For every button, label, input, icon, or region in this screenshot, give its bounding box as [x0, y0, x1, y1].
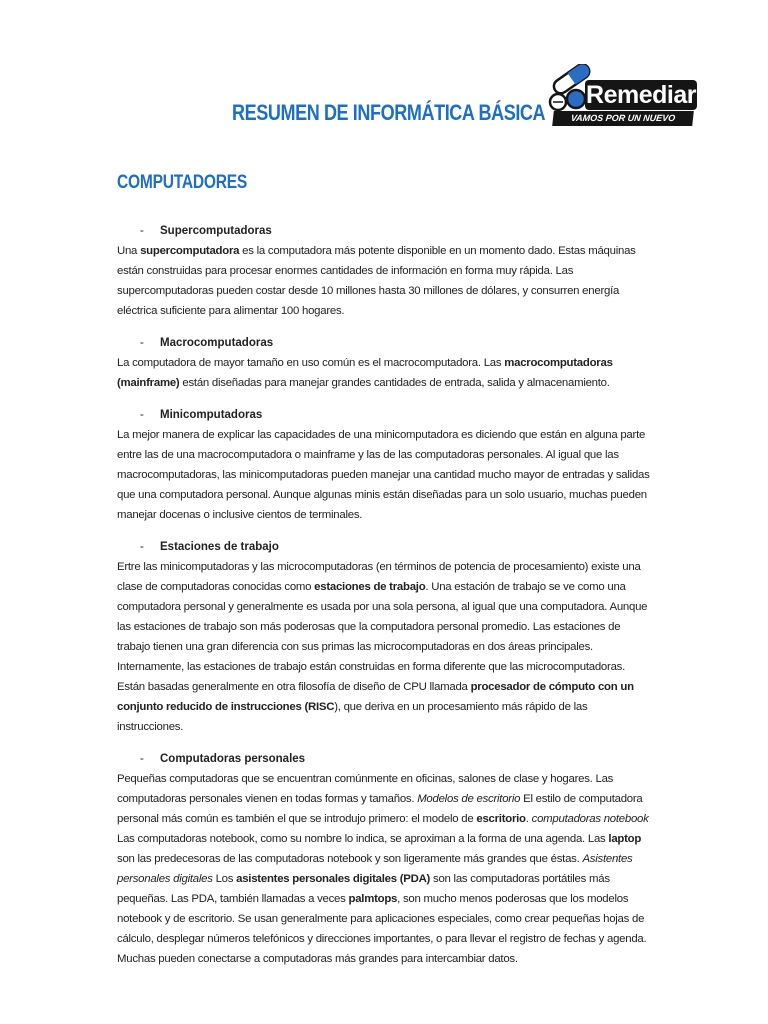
item-heading: [117, 405, 652, 425]
bullet-dash: -: [140, 337, 144, 349]
heading-text: Macrocomputadoras: [160, 337, 274, 349]
document-body: [117, 221, 652, 981]
text-run: son las predecesoras de las computadoras notebook y son ligeramente más grandes que éstas.: [117, 853, 583, 865]
italic-term: Modelos de escritorio: [417, 793, 521, 805]
item-estaciones-de-trabajo: [117, 537, 652, 737]
bold-term: procesador de cómputo con un conjunto reducido de instrucciones (RISC: [117, 681, 634, 713]
item-paragraph: [117, 425, 652, 525]
logo-tagline: VAMOS POR UN NUEVO CENTRO!: [552, 111, 694, 126]
text-run: son las computadoras portátiles más pequeñas. Las PDA, también llamadas a veces: [117, 873, 610, 905]
bold-term: escritorio: [476, 813, 526, 825]
item-computadoras-personales: [117, 749, 652, 969]
text-run: . Una estación de trabajo se ve como una computadora personal y generalmente es usada por una sola persona, al igual que una computadora. Aunque las estaciones de trabajo son más poderosas que la computadora personal promedio. Las estaciones de trabajo tienen una gran diferencia con sus primas las microcomputadoras en dos áreas principales. Internamente, las estaciones de trabajo están construidas en forma diferente que las microcomputadoras. Están basadas generalmente en otra filosofía de diseño de CPU llamada: [117, 581, 648, 693]
text-run: están diseñadas para manejar grandes cantidades de entrada, salida y almacenamiento.: [179, 377, 610, 389]
text-run: Los: [212, 873, 237, 885]
document-title: RESUMEN DE INFORMÁTICA BÁSICA: [232, 100, 546, 125]
bold-term: estaciones de trabajo: [314, 581, 426, 593]
heading-text: Supercomputadoras: [160, 225, 272, 237]
text-run: El estilo de computadora personal más común es también el que se introdujo primero: el modelo de: [117, 793, 643, 825]
item-supercomputadoras: [117, 221, 652, 321]
bold-term: palmtops: [348, 893, 398, 905]
text-run: La mejor manera de explicar las capacidades de una minicomputadora es diciendo que están en alguna parte entre las de una macrocomputadora o mainframe y las de las computadoras personales. Al igual que las macrocomputadoras, las minicomputadoras pueden manejar una cantidad mucho mayor de entradas y salidas que una computadora personal. Aunque algunas minis están diseñadas para un solo usuario, muchas pueden manejar docenas o inclusive cientos de terminales.: [117, 429, 650, 521]
text-run: , son mucho menos poderosas que los modelos notebook y de escritorio. Se usan generalmente para aplicaciones especiales, como crear pequeñas hojas de cálculo, desplegar números telefónicos y direcciones importantes, o para llevar el registro de fechas y agenda. Muchas pueden conectarse a computadoras más grandes para intercambiar datos.: [117, 893, 647, 965]
heading-text: Minicomputadoras: [160, 409, 263, 421]
item-heading: [117, 537, 652, 557]
item-paragraph: [117, 769, 652, 969]
bullet-dash: -: [140, 541, 144, 553]
bold-term: supercomputadora: [140, 245, 240, 257]
section-title: COMPUTADORES: [117, 172, 248, 193]
item-macrocomputadoras: [117, 333, 652, 393]
item-paragraph: [117, 557, 652, 737]
bullet-dash: -: [140, 409, 144, 421]
text-run: ), que deriva en un procesamiento más rápido de las instrucciones.: [117, 701, 588, 733]
remediar-logo: [545, 64, 697, 138]
bold-term: asistentes personales digitales (PDA): [236, 873, 431, 885]
bullet-dash: -: [140, 225, 144, 237]
text-run: Una: [117, 245, 141, 257]
bold-term: macrocomputadoras (mainframe): [117, 357, 613, 389]
text-run: es la computadora más potente disponible en un momento dado. Estas máquinas están construidas para procesar enormes cantidades de información en forma muy rápida. Las supercomputadoras pueden costar desde 10 millones hasta 30 millones de dólares, y consurren energía eléctrica suficiente para alimentar 100 hogares.: [117, 245, 636, 317]
item-heading: [117, 749, 652, 769]
bullet-dash: -: [140, 753, 144, 765]
text-run: Las computadoras notebook, como su nombre lo indica, se aproximan a la forma de una agenda. Las: [117, 833, 609, 845]
item-heading: [117, 221, 652, 241]
bold-term: laptop: [608, 833, 642, 845]
italic-term: computadoras notebook: [531, 813, 649, 825]
item-paragraph: [117, 353, 652, 393]
item-heading: [117, 333, 652, 353]
item-paragraph: [117, 241, 652, 321]
italic-term: Asistentes personales digitales: [117, 853, 633, 885]
text-run: Ertre las minicomputadoras y las microcomputadoras (en términos de potencia de procesamiento) existe una clase de computadoras conocidas como: [117, 561, 641, 593]
logo-wordmark: Remediar: [586, 81, 696, 109]
text-run: .: [525, 813, 532, 825]
heading-text: Computadoras personales: [160, 753, 306, 765]
text-run: La computadora de mayor tamaño en uso común es el macrocomputadora. Las: [117, 357, 505, 369]
heading-text: Estaciones de trabajo: [160, 541, 279, 553]
text-run: Pequeñas computadoras que se encuentran comúnmente en oficinas, salones de clase y hogares. Las computadoras personales vienen en todas formas y tamaños.: [117, 773, 614, 805]
item-minicomputadoras: [117, 405, 652, 525]
